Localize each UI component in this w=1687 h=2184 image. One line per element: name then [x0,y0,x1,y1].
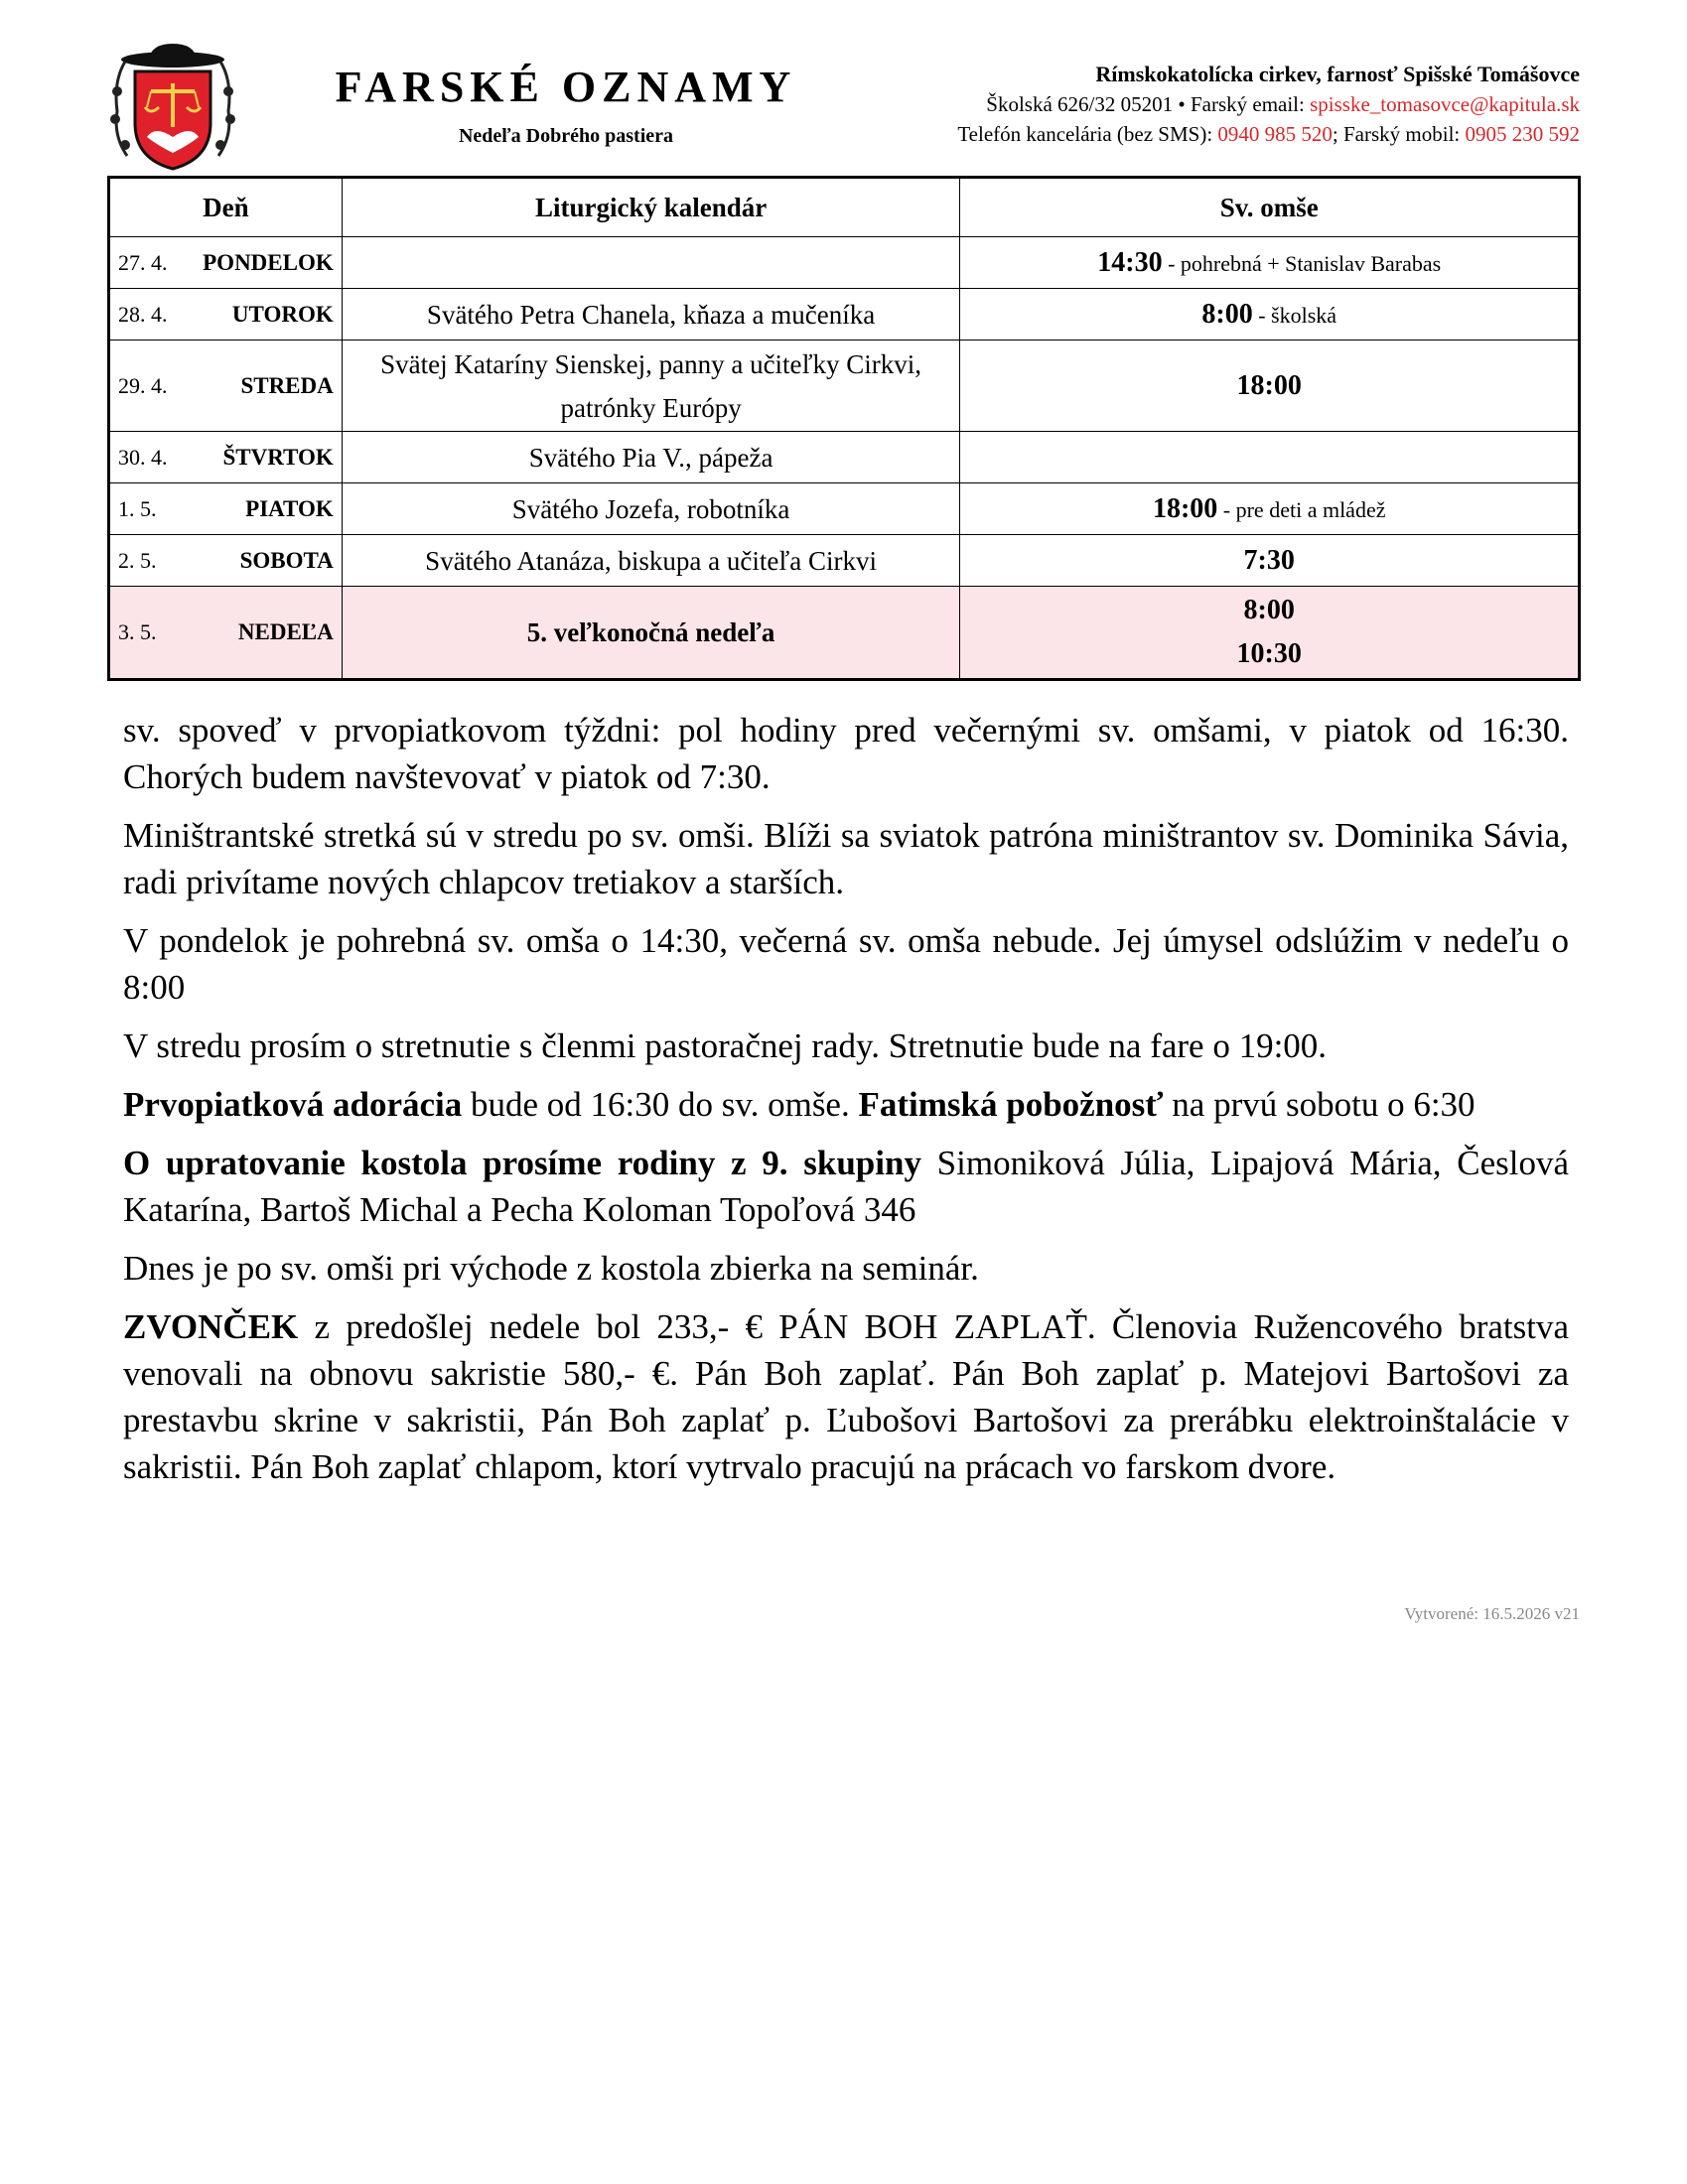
row-date: 29. 4. [118,372,168,398]
day-cell [109,289,343,341]
address-text: Školská 626/32 05201 • Farský email: [986,92,1311,116]
table-row [109,535,1580,587]
liturgical-cell: Svätej Kataríny Sienskej, panny a učiteľky Cirkvi, patrónky Európy [342,341,960,432]
mass-cell [960,237,1580,289]
table-header-row [109,178,1580,237]
mass-cell [960,341,1580,432]
notice-text: na prvú sobotu o 6:30 [1163,1085,1476,1124]
mass-cell [960,289,1580,341]
mass-cell [960,432,1580,483]
row-day: UTOROK [231,301,334,327]
notice-bold: Prvopiatková adorácia [123,1085,463,1124]
footer [1404,1604,1580,1624]
notice-bell [123,1303,1569,1490]
row-day: STREDA [240,372,334,398]
row-day: PONDELOK [203,249,334,275]
phone-label: Telefón kancelária (bez SMS): [957,122,1218,146]
day-cell [109,535,343,587]
header-liturgical: Liturgický kalendár [342,178,960,237]
liturgical-cell: 5. veľkonočná nedeľa [342,587,960,680]
table-row [109,483,1580,535]
row-date: 28. 4. [118,301,168,327]
mobile-label: ; Farský mobil: [1332,122,1466,146]
notice-confession: sv. spoveď v prvopiatkovom týždni: pol hodiny pred večernými sv. omšami, v piatok od 16:30. Chorých budem navštevovať v piatok od 7:30. [123,711,1569,796]
day-cell [109,341,343,432]
table-row-sunday [109,587,1580,680]
mass-time: 18:00 [1152,492,1218,524]
mass-time-2: 10:30 [1236,638,1302,669]
mass-cell [960,535,1580,587]
liturgical-cell: Svätého Pia V., pápeža [342,432,960,483]
version: v21 [1550,1604,1580,1623]
notice-collection: Dnes je po sv. omši pri východe z kostola zbierka na seminár. [123,1249,979,1288]
mass-time: 7:30 [1243,544,1295,576]
mass-note: - pre deti a mládež [1217,496,1386,522]
notice-funeral: V pondelok je pohrebná sv. omša o 14:30, večerná sv. omša nebude. Jej úmysel odslúžim v nedeľu o 8:00 [123,921,1569,1007]
mass-cell [960,587,1580,680]
row-day: PIATOK [245,495,334,521]
row-date: 30. 4. [118,444,168,470]
contact-info [957,60,1580,149]
notice-text: bude od 16:30 do sv. omše. [462,1085,859,1124]
mass-time: 18:00 [1236,369,1302,401]
notice-pastoral-council: V stredu prosím o stretnutie s členmi pastoračnej rady. Stretnutie bude na fare o 19:00. [123,1026,1328,1065]
coat-of-arms-icon [103,42,242,171]
row-day: SOBOTA [239,547,334,573]
mass-time: 8:00 [1243,595,1295,625]
mass-time: 8:00 [1201,298,1253,330]
row-day: ŠTVRTOK [222,444,334,470]
page-title: FARSKÉ OZNAMY [335,63,797,111]
mobile-number: 0905 230 592 [1465,122,1580,146]
page-header [0,0,1687,174]
day-cell [109,587,343,680]
liturgical-cell: Svätého Jozefa, robotníka [342,483,960,535]
notice-bold: O upratovanie kostola prosíme rodiny z 9. skupiny [123,1144,921,1182]
phone-number: 0940 985 520 [1217,122,1333,146]
header-day: Deň [109,178,343,237]
liturgical-cell: Svätého Petra Chanela, kňaza a mučeníka [342,289,960,341]
mass-time: 14:30 [1097,246,1163,278]
day-cell [109,237,343,289]
notice-adoration [123,1081,1569,1128]
liturgical-cell [342,237,960,289]
notice-bold: ZVONČEK [123,1307,299,1346]
notice-text: Simoniková Júlia, Lipajová Mária, Česlová Katarína, Bartoš Michal a Pecha Koloman Topoľová 346 [123,1144,1569,1229]
row-date: 2. 5. [118,547,157,573]
mass-note: - školská [1252,302,1337,328]
phone-line [957,119,1580,149]
address-line [957,89,1580,119]
row-date: 1. 5. [118,495,157,521]
row-date: 27. 4. [118,249,168,275]
mass-cell [960,483,1580,535]
created-date: Vytvorené: 16.5.2026 [1404,1604,1551,1623]
title-block [318,62,814,148]
day-cell [109,432,343,483]
header-masses: Sv. omše [960,178,1580,237]
table-row [109,289,1580,341]
row-day: NEDEĽA [237,619,334,644]
notices [123,707,1569,1502]
table-row [109,432,1580,483]
page-subtitle: Nedeľa Dobrého pastiera [458,125,673,147]
mass-note: - pohrebná + Stanislav Barabas [1162,250,1442,276]
notice-bold: Fatimská pobožnosť [858,1085,1164,1124]
table-row [109,341,1580,432]
liturgical-cell: Svätého Atanáza, biskupa a učiteľa Cirkvi [342,535,960,587]
notice-altar-servers: Miništrantské stretká sú v stredu po sv. omši. Blíži sa sviatok patróna miništrantov sv. Dominika Sávia, radi privítame nových chlapcov tretiakov a starších. [123,816,1569,901]
notice-cleaning [123,1140,1569,1233]
parish-name: Rímskokatolícka cirkev, farnosť Spišské Tomášovce [1095,62,1580,86]
row-date: 3. 5. [118,619,157,644]
email-link[interactable]: spisske_tomasovce@kapitula.sk [1310,92,1580,116]
table-row [109,237,1580,289]
schedule-table [107,176,1581,681]
day-cell [109,483,343,535]
notice-text: z predošlej nedele bol 233,- € PÁN BOH ZAPLAŤ. Členovia Ružencového bratstva venovali na obnovu sakristie 580,- €. Pán Boh zaplať. Pán Boh zaplať p. Matejovi Bartošovi za prestavbu skrine v sakristii, Pán Boh zaplať p. Ľubošovi Bartošovi za prerábku elektroinštalácie v sakristii. Pán Boh zaplať chlapom, ktorí vytrvalo pracujú na prácach vo farskom dvore. [123,1307,1569,1486]
